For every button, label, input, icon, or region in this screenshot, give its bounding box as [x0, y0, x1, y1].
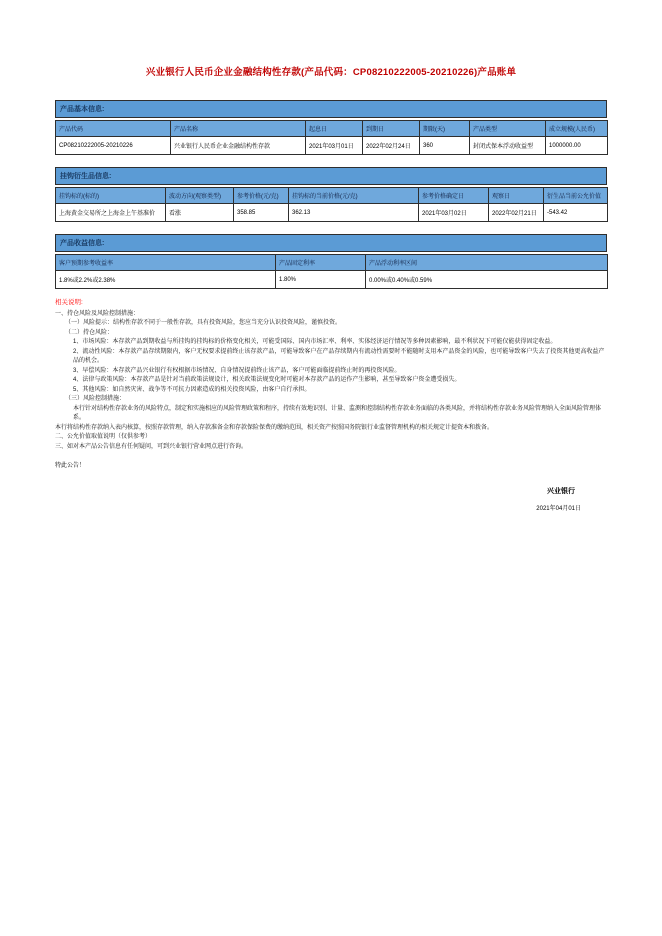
cell-current-price: 362.13 [289, 204, 419, 222]
basic-info-table [55, 120, 608, 155]
table-header-row [56, 255, 608, 271]
header-cell: 波动方向(观察类型) [166, 188, 234, 204]
table-header-row [56, 121, 608, 137]
footer [55, 486, 607, 512]
table-header-row [56, 188, 608, 204]
header-cell: 起息日 [306, 121, 363, 137]
section-header-derivative-info: 挂钩衍生品信息: [55, 167, 607, 185]
derivative-info-table [55, 187, 608, 222]
cell-expected-yield: 1.8%或2.2%或2.38% [56, 271, 276, 289]
cell-direction: 看涨 [166, 204, 234, 222]
statement-date: 2021年04月01日 [536, 505, 581, 512]
note-line: 3、早偿风险：本存款产品兴业银行有权根据市场情况、自身情况提前终止该产品，客户可能面临提前终止时的再投资风险。 [73, 367, 401, 374]
header-cell: 参考价格(元/克) [234, 188, 289, 204]
table-row [56, 271, 608, 289]
note-line: 一、持仓风险及风险控制措施： [55, 310, 140, 317]
cell-reference-date: 2021年03月02日 [419, 204, 489, 222]
header-cell: 挂钩标的(标的) [56, 188, 166, 204]
table-row [56, 137, 608, 155]
header-cell: 观察日 [489, 188, 544, 204]
page-title: 兴业银行人民币企业金融结构性存款(产品代码：CP08210222005-20210226)产品账单 [145, 67, 517, 78]
cell-maturity-date: 2022年02月24日 [363, 137, 420, 155]
cell-product-name: 兴业银行人民币企业金融结构性存款 [171, 137, 306, 155]
header-cell: 客户预期参考收益率 [56, 255, 276, 271]
note-line: 本行针对结构性存款业务的风险特点，制定和实施相应的风险管理政策和程序，持续有效地识别、计量、监测和控制结构性存款业务面临的各类风险，并将结构性存款业务风险管理纳入全面风险管理体系。 [73, 405, 602, 421]
cell-fair-value: -543.42 [544, 204, 608, 222]
note-line: （二）持仓风险： [65, 329, 114, 336]
section-header-income-info: 产品收益信息: [55, 234, 607, 252]
cell-product-code: CP08210222005-20210226 [56, 137, 171, 155]
header-cell: 产品浮动利率区间 [366, 255, 608, 271]
cell-scale: 1000000.00 [546, 137, 608, 155]
header-cell: 产品名称 [171, 121, 306, 137]
bank-signature: 兴业银行 [547, 487, 575, 495]
table-row [56, 204, 608, 222]
cell-fixed-rate: 1.80% [276, 271, 366, 289]
cell-underlying: 上海黄金交易所之上海金上午基准价 [56, 204, 166, 222]
cell-floating-range: 0.00%或0.40%或0.59% [366, 271, 608, 289]
note-line: 4、法律与政策风险：本存款产品是针对当前政策法规设计，相关政策法规变化时可能对本存款产品的运作产生影响，甚至导致客户资金遭受损失。 [73, 377, 461, 383]
note-line: （一）风险提示：结构性存款不同于一般性存款，具有投资风险，您应当充分认识投资风险，谨慎投资。 [65, 320, 342, 326]
note-line: （三）风险控制措施： [65, 396, 126, 402]
header-cell: 产品固定利率 [276, 255, 366, 271]
header-cell: 参考价格确定日 [419, 188, 489, 204]
cell-product-type: 封闭式保本浮动收益型 [470, 137, 546, 155]
header-cell: 成立规模(人民币) [546, 121, 608, 137]
header-cell: 产品类型 [470, 121, 546, 137]
cell-reference-price: 358.85 [234, 204, 289, 222]
header-cell: 到期日 [363, 121, 420, 137]
header-cell: 期限(天) [420, 121, 470, 137]
note-line: 三、如对本产品公告信息有任何疑问，可到兴业银行营业网点进行咨询。 [55, 443, 248, 450]
cell-value-date: 2021年03月01日 [306, 137, 363, 155]
cell-term-days: 360 [420, 137, 470, 155]
note-line: 1、市场风险：本存款产品到期收益与所挂钩的挂钩标的价格变化相关，可能受国际、国内市场汇率、利率、实体经济运行情况等多种因素影响，最不利状况下可能仅能获得固定收益。 [73, 339, 557, 345]
cell-observation-date: 2022年02月21日 [489, 204, 544, 222]
header-cell: 产品代码 [56, 121, 171, 137]
note-line: 二、公允价值取值说明（仅供参考） [55, 434, 152, 440]
notes-label: 相关说明: [55, 299, 83, 306]
note-line: 5、其他风险：如自然灾害、战争等不可抗力因素造成的相关投资风险，由客户自行承担。 [73, 386, 311, 393]
closing-announcement: 特此公告！ [55, 463, 86, 469]
income-info-table [55, 254, 608, 289]
notes-section [55, 298, 607, 472]
note-line: 2、流动性风险：本存款产品存续期限内，客户无权要求提前终止该存款产品，可能导致客户在产品存续期内有流动性需要时不能随时支用本产品资金的风险，也可能导致客户失去了投资其他更高收益产品的机会。 [73, 348, 605, 364]
note-line: 本行将结构性存款纳入表内核算，按照存款管理，纳入存款准备金和存款保险保费的缴纳范围，相关资产按照国务院银行业监督管理机构的相关规定计提资本和拨备。 [55, 424, 494, 431]
section-header-basic-info: 产品基本信息: [55, 100, 607, 118]
header-cell: 衍生品当前公允价值 [544, 188, 608, 204]
header-cell: 挂钩标的当前价格(元/克) [289, 188, 419, 204]
